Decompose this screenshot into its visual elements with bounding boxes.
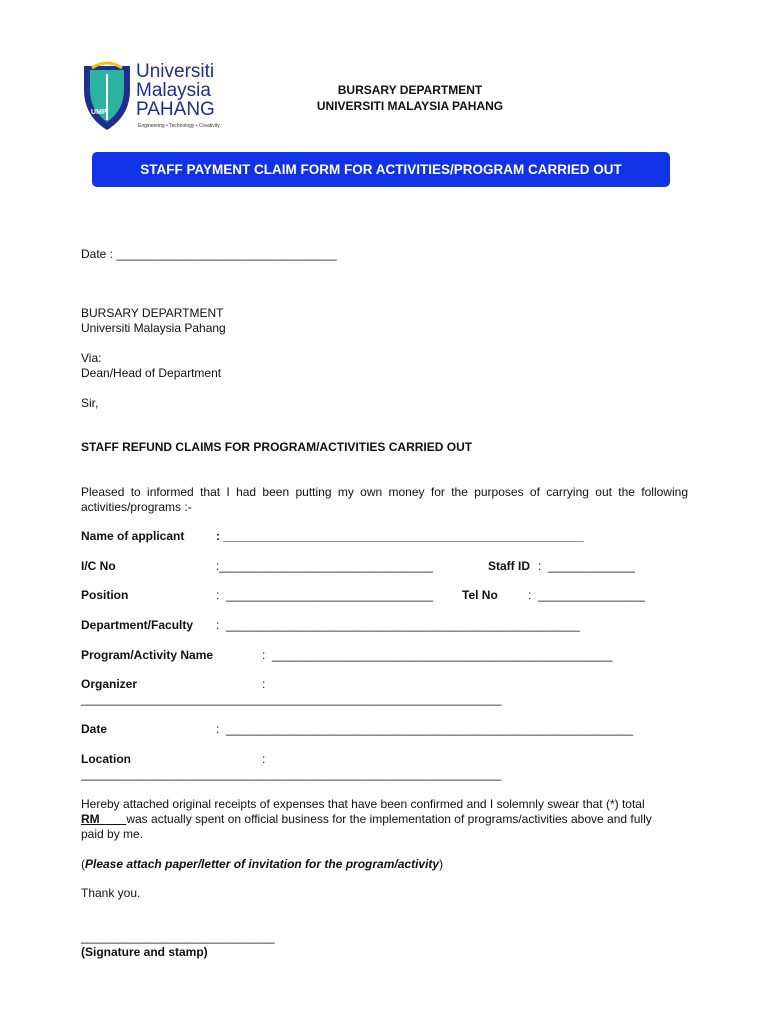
location-field[interactable]: _______________________________________________________________ — [81, 767, 502, 781]
logo-badge: UMP — [91, 109, 107, 116]
ic-label: I/C No — [81, 559, 116, 573]
date-line[interactable]: Date : _________________________________ — [81, 247, 337, 261]
addressee-line1: BURSARY DEPARTMENT — [81, 306, 224, 320]
location-label: Location — [81, 752, 131, 766]
rm-blank[interactable] — [100, 812, 127, 826]
shield-icon — [82, 60, 132, 132]
thank-you: Thank you. — [81, 886, 141, 900]
organizer-field[interactable]: _______________________________________________________________ — [81, 692, 502, 706]
program-label: Program/Activity Name — [81, 648, 214, 662]
document-header — [250, 82, 570, 114]
subject-line: STAFF REFUND CLAIMS FOR PROGRAM/ACTIVITIES CARRIED OUT — [81, 440, 473, 454]
logo-line2: Malaysia — [136, 80, 211, 101]
header-line1: BURSARY DEPARTMENT — [337, 83, 483, 97]
department-label: Department/Faculty — [81, 618, 194, 632]
staff-id-label: Staff ID — [488, 559, 530, 573]
logo-line3: PAHANG — [136, 99, 215, 120]
salutation: Sir, — [81, 396, 99, 410]
staff-id-field[interactable]: : _____________ — [538, 559, 635, 573]
rm-label: RM — [81, 812, 100, 826]
declaration-line2 — [81, 812, 652, 827]
addressee-line2: Universiti Malaysia Pahang — [81, 321, 226, 335]
organizer-label: Organizer — [81, 677, 138, 691]
note-close-paren: ) — [439, 857, 444, 871]
department-field[interactable]: : _____________________________________________________ — [216, 618, 580, 632]
program-field[interactable]: : ___________________________________________________ — [262, 648, 613, 662]
tel-label: Tel No — [462, 588, 498, 602]
tel-field[interactable]: : ________________ — [528, 588, 645, 602]
via-label: Via: — [81, 351, 102, 365]
declaration-line2-text: was actually spent on official business for the implementation of programs/activities above and fully — [126, 812, 652, 826]
name-label: Name of applicant — [81, 529, 185, 543]
position-label: Position — [81, 588, 129, 602]
form-title: STAFF PAYMENT CLAIM FORM FOR ACTIVITIES/PROGRAM CARRIED OUT — [140, 162, 622, 177]
organizer-colon: : — [262, 677, 266, 691]
note-open-paren: ( — [81, 857, 85, 871]
location-colon: : — [262, 752, 266, 766]
signature-label: (Signature and stamp) — [81, 945, 208, 959]
header-line2: UNIVERSITI MALAYSIA PAHANG — [316, 99, 504, 113]
form-title-banner — [92, 152, 670, 187]
date-field[interactable]: : _____________________________________________________________ — [216, 722, 634, 736]
name-field[interactable]: : ______________________________________________________ — [216, 529, 584, 543]
declaration-line1: Hereby attached original receipts of expenses that have been confirmed and I solemnly swear that (*) total — [81, 797, 645, 811]
attachment-note — [81, 857, 443, 872]
signature-line[interactable]: _____________________________ — [81, 930, 275, 944]
logo-line1: Universiti — [136, 61, 215, 82]
intro-paragraph: Pleased to informed that I had been putting my own money for the purposes of carrying out the following activities/programs :- — [81, 485, 688, 514]
declaration-line3: paid by me. — [81, 827, 144, 841]
position-field[interactable]: : _______________________________ — [216, 588, 433, 602]
logo-tagline: Engineering • Technology • Creativity — [138, 123, 220, 129]
university-logo — [82, 60, 242, 134]
note-text: Please attach paper/letter of invitation for the program/activity — [85, 857, 440, 871]
ic-field[interactable]: :________________________________ — [216, 559, 433, 573]
date-label: Date — [81, 722, 108, 736]
via-name: Dean/Head of Department — [81, 366, 222, 380]
